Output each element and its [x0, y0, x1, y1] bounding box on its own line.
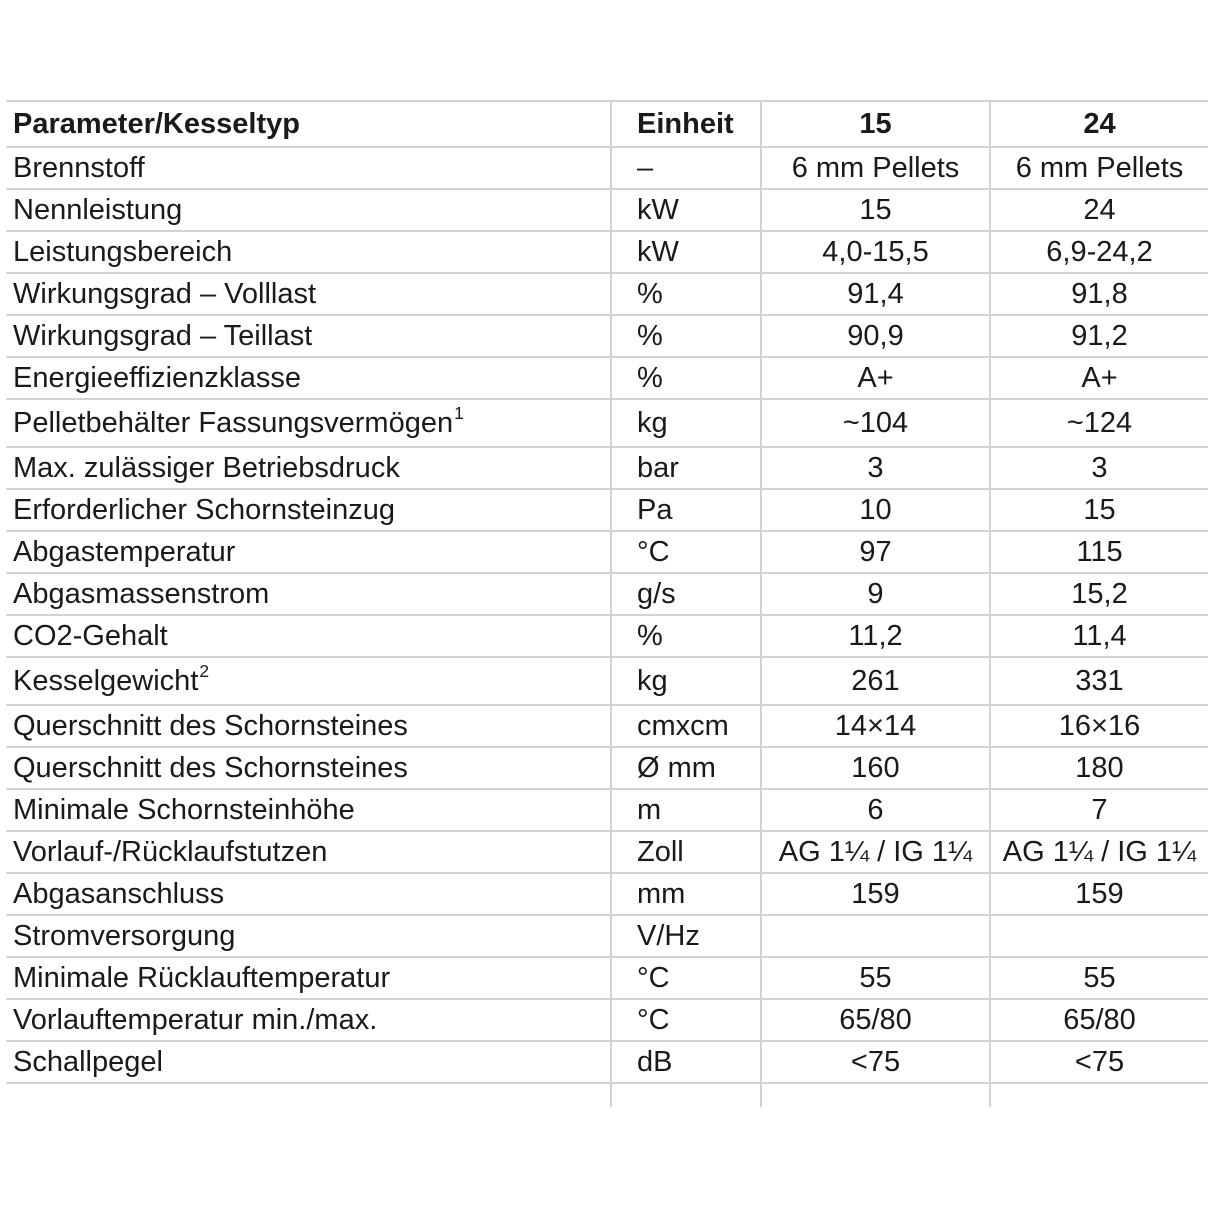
value-15-cell: 160 [760, 748, 989, 788]
unit-cell: Zoll [610, 832, 760, 872]
value-15-cell: 6 [760, 790, 989, 830]
value-15-cell: A+ [760, 358, 989, 398]
value-24-cell: 91,2 [989, 316, 1208, 356]
table-row [6, 748, 1208, 790]
value-15-cell: 4,0-15,5 [760, 232, 989, 272]
unit-cell: °C [610, 958, 760, 998]
parameter-label: Abgasanschluss [13, 877, 225, 910]
value-15-cell: 55 [760, 958, 989, 998]
parameter-cell [6, 790, 610, 830]
unit-cell: kW [610, 190, 760, 230]
value-24-cell: A+ [989, 358, 1208, 398]
parameter-label: Wirkungsgrad – Teillast [13, 319, 313, 352]
parameter-cell [6, 490, 610, 530]
value-15-cell: 91,4 [760, 274, 989, 314]
parameter-label: Abgasmassenstrom [13, 577, 270, 610]
parameter-cell [6, 832, 610, 872]
unit-cell: % [610, 316, 760, 356]
value-24-cell: ~124 [989, 400, 1208, 446]
unit-cell: °C [610, 1000, 760, 1040]
value-24-cell: 16×16 [989, 706, 1208, 746]
unit-cell: bar [610, 448, 760, 488]
value-24-cell: 6 mm Pellets [989, 148, 1208, 188]
value-24-cell: 55 [989, 958, 1208, 998]
table-row [6, 232, 1208, 274]
footer-stub-parameter-cell [6, 1084, 610, 1107]
value-24-cell: 91,8 [989, 274, 1208, 314]
table-row [6, 1000, 1208, 1042]
value-15-cell: 9 [760, 574, 989, 614]
parameter-label: Vorlauf-/Rücklaufstutzen [13, 835, 328, 868]
parameter-label: Schallpegel [13, 1045, 163, 1078]
value-15-cell: ~104 [760, 400, 989, 446]
empty-footer-row [6, 1084, 1208, 1107]
parameter-label: Abgastemperatur [13, 535, 236, 568]
parameter-label: Vorlauftemperatur min./max. [13, 1003, 378, 1036]
table-row [6, 358, 1208, 400]
parameter-cell [6, 358, 610, 398]
parameter-cell [6, 148, 610, 188]
unit-cell: Ø mm [610, 748, 760, 788]
parameter-cell [6, 232, 610, 272]
footer-stub-value-24-cell [989, 1084, 1208, 1107]
table-row [6, 874, 1208, 916]
value-24-cell: 6,9-24,2 [989, 232, 1208, 272]
table-row [6, 574, 1208, 616]
parameter-cell [6, 532, 610, 572]
column-header-parameter: Parameter/Kesseltyp [13, 107, 300, 140]
parameter-cell [6, 916, 610, 956]
table-row [6, 790, 1208, 832]
unit-cell: g/s [610, 574, 760, 614]
parameter-label: Pelletbehälter Fassungsvermögen [13, 406, 454, 439]
parameter-cell [6, 748, 610, 788]
parameter-label: Leistungsbereich [13, 235, 233, 268]
table-row [6, 832, 1208, 874]
value-15-cell: 65/80 [760, 1000, 989, 1040]
value-15-cell: 159 [760, 874, 989, 914]
parameter-cell [6, 1000, 610, 1040]
parameter-label: Nennleistung [13, 193, 183, 226]
value-24-cell: 65/80 [989, 1000, 1208, 1040]
table-row [6, 1042, 1208, 1084]
parameter-label: Wirkungsgrad – Volllast [13, 277, 317, 310]
parameter-label: Erforderlicher Schornsteinzug [13, 493, 396, 526]
parameter-label: Max. zulässiger Betriebsdruck [13, 451, 400, 484]
table-body [6, 148, 1208, 1084]
parameter-label: Querschnitt des Schornsteines [13, 709, 408, 742]
unit-cell: V/Hz [610, 916, 760, 956]
value-15-cell: 15 [760, 190, 989, 230]
value-24-cell: 24 [989, 190, 1208, 230]
value-15-cell: 90,9 [760, 316, 989, 356]
value-15-cell: 3 [760, 448, 989, 488]
table-row [6, 532, 1208, 574]
unit-cell: mm [610, 874, 760, 914]
unit-cell: °C [610, 532, 760, 572]
parameter-label: Brennstoff [13, 151, 145, 184]
table-row [6, 958, 1208, 1000]
value-24-cell: 15,2 [989, 574, 1208, 614]
value-15-cell: AG 1¼ / IG 1¼ [760, 832, 989, 872]
value-24-cell: 7 [989, 790, 1208, 830]
value-15-cell: 10 [760, 490, 989, 530]
unit-cell: – [610, 148, 760, 188]
unit-cell: kg [610, 658, 760, 704]
table-row [6, 148, 1208, 190]
parameter-label: Kesselgewicht [13, 664, 199, 697]
parameter-label: Minimale Schornsteinhöhe [13, 793, 355, 826]
table-row [6, 274, 1208, 316]
value-24-cell: 115 [989, 532, 1208, 572]
boiler-spec-table [6, 100, 1208, 1107]
unit-cell: Pa [610, 490, 760, 530]
parameter-cell [6, 316, 610, 356]
value-15-cell [760, 916, 989, 956]
value-24-cell: 11,4 [989, 616, 1208, 656]
parameter-cell [6, 190, 610, 230]
value-15-cell: 11,2 [760, 616, 989, 656]
table-row [6, 316, 1208, 358]
table-row [6, 400, 1208, 448]
unit-cell: % [610, 274, 760, 314]
value-15-cell: 97 [760, 532, 989, 572]
unit-cell: kg [610, 400, 760, 446]
value-24-cell: <75 [989, 1042, 1208, 1082]
value-15-cell: 14×14 [760, 706, 989, 746]
parameter-label: Energieeffizienzklasse [13, 361, 302, 394]
value-15-cell: <75 [760, 1042, 989, 1082]
value-24-cell: 15 [989, 490, 1208, 530]
parameter-cell [6, 616, 610, 656]
value-24-cell: 159 [989, 874, 1208, 914]
parameter-label: Querschnitt des Schornsteines [13, 751, 408, 784]
column-header-einheit: Einheit [610, 102, 760, 146]
value-24-cell [989, 916, 1208, 956]
table-row [6, 190, 1208, 232]
parameter-cell [6, 958, 610, 998]
value-24-cell: AG 1¼ / IG 1¼ [989, 832, 1208, 872]
value-15-cell: 6 mm Pellets [760, 148, 989, 188]
table-row [6, 616, 1208, 658]
table-row [6, 706, 1208, 748]
table-row [6, 916, 1208, 958]
unit-cell: m [610, 790, 760, 830]
parameter-cell: Pelletbehälter Fassungsvermögen $^1$ [13, 403, 464, 439]
parameter-label: Minimale Rücklauftemperatur [13, 961, 391, 994]
unit-cell: % [610, 358, 760, 398]
parameter-cell: Kesselgewicht $^2$ [13, 661, 210, 697]
parameter-cell [6, 574, 610, 614]
unit-cell: % [610, 616, 760, 656]
value-24-cell: 3 [989, 448, 1208, 488]
value-24-cell: 180 [989, 748, 1208, 788]
footer-stub-value-15-cell [760, 1084, 989, 1107]
unit-cell: cmxcm [610, 706, 760, 746]
parameter-cell [6, 1042, 610, 1082]
footer-stub-unit-cell [610, 1084, 760, 1107]
parameter-cell [6, 448, 610, 488]
parameter-label: Stromversorgung [13, 919, 236, 952]
unit-cell: kW [610, 232, 760, 272]
table-header-row [6, 102, 1208, 148]
table-row [6, 658, 1208, 706]
value-24-cell: 331 [989, 658, 1208, 704]
unit-cell: dB [610, 1042, 760, 1082]
parameter-cell [6, 706, 610, 746]
column-header-model-24: 24 [989, 102, 1208, 146]
table-row [6, 490, 1208, 532]
value-15-cell: 261 [760, 658, 989, 704]
parameter-label: CO2-Gehalt [13, 619, 168, 652]
parameter-cell [6, 274, 610, 314]
parameter-cell [6, 874, 610, 914]
table-row [6, 448, 1208, 490]
column-header-model-15: 15 [760, 102, 989, 146]
